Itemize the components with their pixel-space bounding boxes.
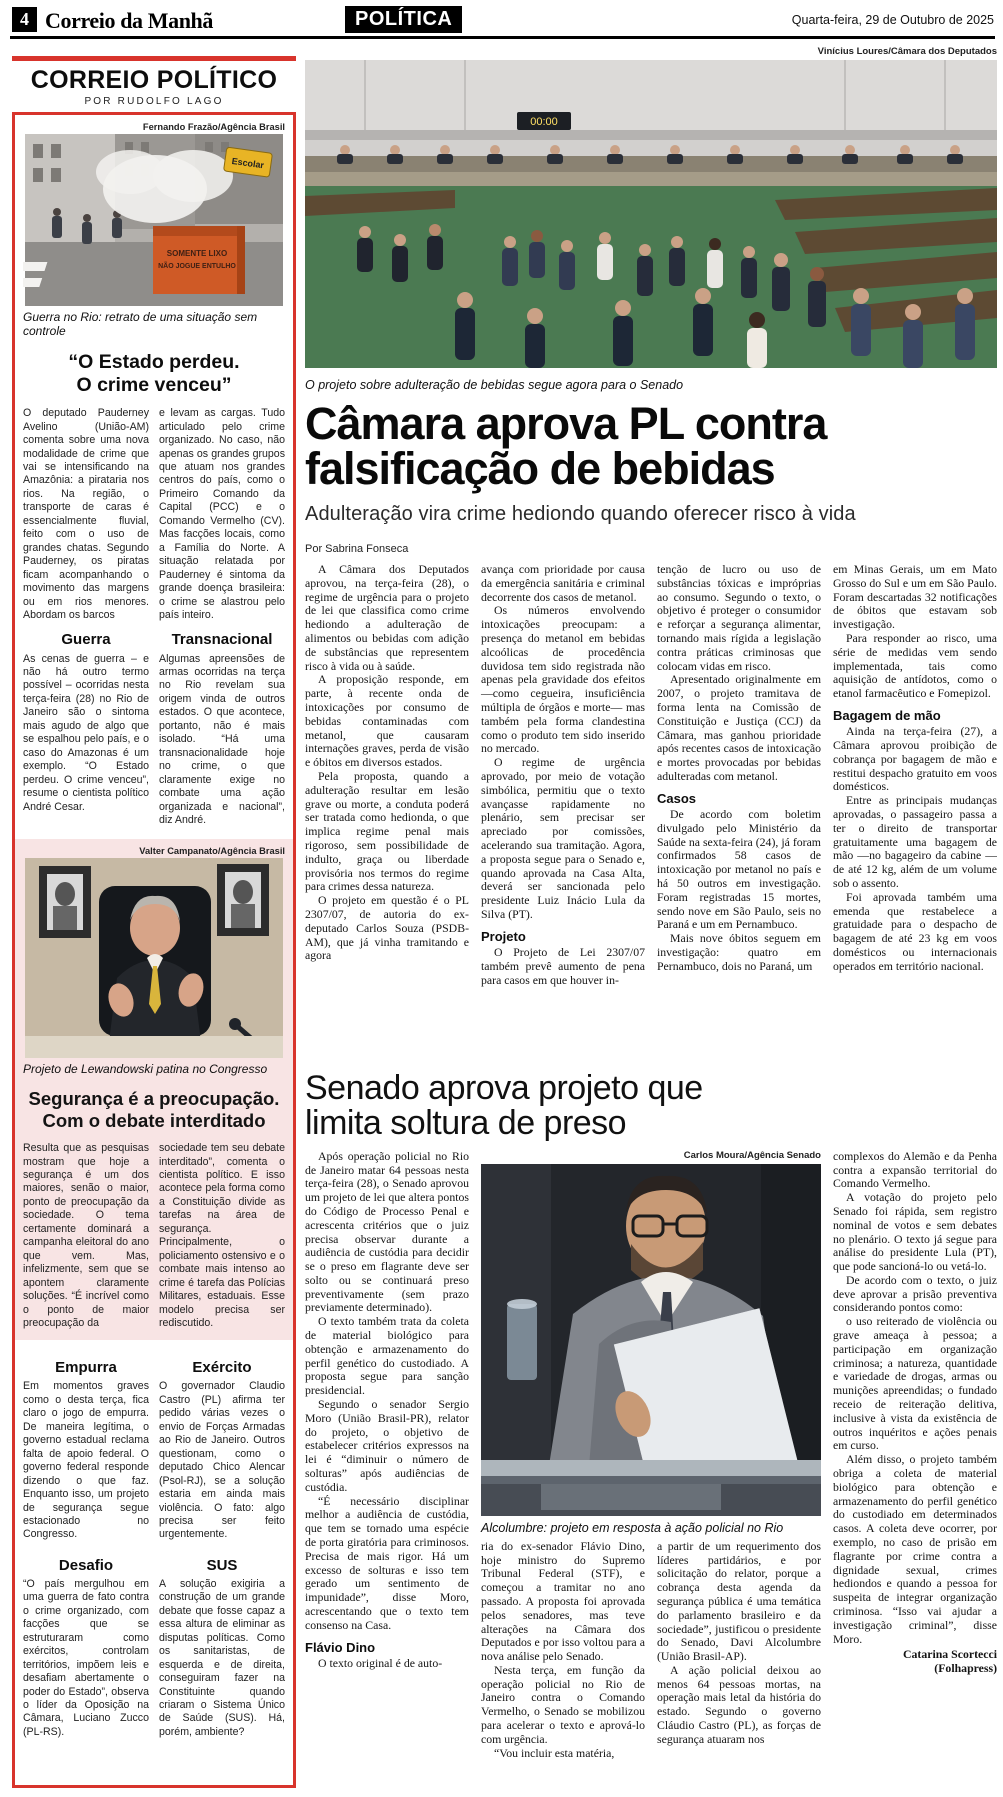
paragraph: “É necessário disciplinar melhor a audiência de custódia, que tem se tornado uma espécie de porta giratória para criminosos. Precisa de mais rigor. Há um excesso de solturas e isso tem gerado um sentimento de impunidade”, disse Moro, acrescentando que o texto tem consenso na Casa. [305,1493,469,1632]
page-number: 4 [12,7,37,32]
article-column-2 [481,1540,645,1761]
photo-caption: O projeto sobre adulteração de bebidas segue agora para o Senado [305,378,684,392]
column-title: CORREIO POLÍTICO [30,66,278,94]
subsection-heading-flavio-dino: Flávio Dino [305,1639,376,1655]
paragraph: Apresentado originalmente em 2007, o projeto tramitava de forma lenta na Comissão de Constituição e Justiça (CCJ) da Câmara, mas ganhou prioridade após recentes casos de intoxicação e mortes provocadas por bebidas adulteradas com metanol. [657,672,821,783]
section-heading-guerra: Guerra [61,631,111,649]
session-timer [517,112,571,130]
photo-credit: Vinícius Loures/Câmara dos Deputados [817,46,997,57]
paragraph: O deputado Pauderney Avelino (União-AM) comenta sobre uma nova modalidade de crime que vai se intensificando na Amazônia: a pirataria nos rios. Na região, o transporte de caras é essencialmente fluvial, feito com o uso de grandes chatas. Segundo Pauderney, os piratas ficam acompanhando o movimento das margens ou em rios menores. Abordam os barcos [23,407,149,622]
paragraph: Segundo o senador Sergio Moro (União Brasil-PR), relator do projeto, o objetivo de estabelecer critérios expressos na lei é “diminuir o número de solturas” após audiências de custódia. [305,1397,469,1494]
section-heading-transnacional: Transnacional [171,631,273,649]
section-heading-desafio: Desafio [58,1556,114,1574]
paragraph: Entre as principais mudanças aprovadas, o passageiro passa a ter o direito de transportar gratuitamente uma bagagem de mão —no bagageiro da cabine —de até 12 kg, além de um volume sob o assento. [833,793,997,890]
article-column-4 [833,1150,997,1797]
main-headline: Câmara aprova PL contra falsificação de bebidas [305,398,827,494]
paragraph: A votação do projeto pelo Senado foi rápida, sem registro nominal de votos e sem debates no plenário. O texto já segue para análise do presidente Lula (PT), que pode sancioná-lo ou vetá-lo. [833,1190,997,1274]
paragraph: As cenas de guerra – e não há outro termo possível – ocorridas nesta terça-feira (28) no Rio de Janeiro são o sintoma mais agudo de algo que se espalhou pelo país, e o caso do Amazonas é um exemplo. “O Estado perdeu. O crime venceu”, resume o cientista político André Cesar. [23,652,149,813]
red-border-box [12,112,296,1788]
paragraph: a partir de um requerimento dos líderes partidários, e por solicitação do relator, porque a cobrança desta agenda da segurança pública é uma temática do parlamento brasileiro e da sociedade”, justificou o presidente do Senado, Davi Alcolumbre (União Brasil-AP). [657,1538,821,1664]
paragraph: De acordo com boletim divulgado pelo Ministério da Saúde na sexta-feira (24), já foram confirmados 58 casos de intoxicação por metanol no país e há 50 outros em investigação. Foram registradas 15 mortes, sendo nove em São Paulo, seis no Paraná e um em Pernambuco. [657,806,821,932]
paragraph: O texto também trata da coleta de material biológico para obtenção e armazenamento do perfil genético do custodiado. A proposta segue para sanção presidencial. [305,1314,469,1398]
paragraph: A Câmara dos Deputados aprovou, na terça-feira (28), o regime de urgência para o projeto de lei que classifica como crime hediondo a adulteração de alimentos ou bebidas com adição de substâncias que representem risco à vida ou à saúde. [305,563,469,673]
paragraph: tenção de lucro ou uso de substâncias tóxicas e impróprias ao consumo. Segundo o texto, o objetivo é proteger o consumidor e reforçar a segurança alimentar, tornando mais rígida a legislação contra práticas criminosas que colocam vidas em risco. [657,563,821,673]
paragraph: Resulta que as pesquisas mostram que hoje a segurança é um dos maiores, senão o maior, ponto de preocupação da sociedade. O tema certamente dominará a campanha eleitoral do ano que vem. Mas, infelizmente, sem que se apontem claramente soluções. “É incrível como o ponto de maior preocupação da [23,1142,149,1329]
article-column-3 [657,1540,821,1761]
senado-article-body [305,1150,997,1797]
paragraph: O governador Claudio Castro (PL) afirma ter pedido várias vezes o envio de Forças Armadas ao Rio de Janeiro. Outros questionam, como o deputado Chico Alencar (Psol-RJ), se a solução estaria em ainda mais violência. O fato: algo precisa ser feito urgentemente. [159,1380,285,1541]
paragraph: Ainda na terça-feira (27), a Câmara aprovou proibição de cobrança por bagagem de mão e restitui despacho gratuito em voos domésticos. [833,724,997,794]
paragraph: ria do ex-senador Flávio Dino, hoje ministro do Supremo Tribunal Federal (STF), e começou a tramitar no ano passado. A proposta foi aprovada pelos senadores, mas teve alterações na Câmara dos Deputados e por isso voltou para a nova análise pelo Senado. [481,1538,645,1664]
correio-politico-column [12,56,296,1788]
paragraph: avança com prioridade por causa da emergência sanitária e criminal decorrente dos casos de metanol. [481,563,645,604]
senado-middle [481,1150,821,1797]
svg-text:NÃO JOGUE ENTULHO: NÃO JOGUE ENTULHO [158,263,236,270]
camara-plenary-photo [305,60,997,368]
paragraph: O texto original é de auto- [318,1655,443,1670]
sections-row-2 [23,1548,285,1739]
paragraph: Pela proposta, quando a adulteração resultar em lesão grave ou morte, a conduta poderá ser tratada como hedionda, o que implica regime penal mais rigoroso, sem possibilidade de indulto, graça ou liberdade provisória nos termos do regime para crimes dessa natureza. [305,768,469,894]
water-glass [507,1299,537,1380]
section-heading-exercito: Exército [192,1359,252,1377]
orange-dumpster [153,226,245,294]
pink-headline: Segurança é a preocupação. Com o debate interditado [28,1088,280,1132]
paragraph: A proposição responde, em parte, à recente onda de intoxicações por consumo de bebidas contaminadas com metanol, que causaram internações graves, perda de visão e óbitos em diversos estados. [305,672,469,770]
senado-headline: Senado aprova projeto que limita soltura de preso [305,1069,703,1143]
column-byline: POR RUDOLFO LAGO [84,96,224,107]
paragraph: De acordo com o texto, o juiz deve aprovar a prisão preventiva considerando pontos como: [833,1272,997,1315]
photo-credit: Fernando Frazão/Agência Brasil [142,122,285,132]
section-heading-empurra: Empurra [55,1359,117,1377]
paragraph: Além disso, o projeto também obriga a coleta de material biológico para obtenção e armazenamento do perfil genético do custodiado em determinados casos. A coleta deve ocorrer, por exemplo, no caso de prisão em flagrante por crime contra a dignidade sexual, crimes hediondos e quando a pessoa for suspeita de integrar organização criminosa. “Isso vai ajudar a investigação criminal”, disse Moro. [833,1452,997,1646]
alcolumbre-photo [481,1164,821,1516]
paragraph: O projeto em questão é o PL 2307/07, de autoria do ex-deputado Carlos Souza (PSDB-AM), que já vinha tramitando e agora [305,893,469,963]
paragraph: Algumas apreensões de armas ocorridas na terça no Rio revelam sua origem vinda de outros estados. O que acontece, portanto, não é mais isolado. “Há uma transnacionalidade hoje no crime, o que claramente exige no combate uma ação organizada e nacional”, diz André. [159,652,285,826]
photo-caption: Projeto de Lewandowski patina no Congresso [23,1062,268,1077]
header-rule [10,36,995,39]
subsection-heading-bagagem: Bagagem de mão [833,707,941,723]
rio-street-photo [23,134,285,306]
paragraph: A ação policial deixou ao menos 64 pessoas mortas, na operação mais letal da história do estado. Segundo o governo Cláudio Castro (PL), as forças de segurança atuaram nos [657,1662,821,1746]
article-column-3 [657,563,821,1061]
svg-text:SOMENTE LIXO: SOMENTE LIXO [166,249,228,258]
article-column-1 [305,563,469,1061]
bebidas-article-body [305,563,997,1061]
article-column-1 [305,1150,469,1797]
column-text-block [23,407,285,827]
photo-credit: Carlos Moura/Agência Senado [683,1149,821,1161]
column-headline: “O Estado perdeu. O crime venceu” [68,351,240,396]
main-subhead: Adulteração vira crime hediondo quando oferecer risco à vida [305,503,856,525]
photo-caption: Alcolumbre: projeto em resposta à ação policial no Rio [481,1520,784,1535]
dais-desk [305,172,997,186]
main-area [305,46,997,1797]
photo-caption: Guerra no Rio: retrato de uma situação sem controle [23,310,258,338]
lewandowski-photo [23,858,285,1058]
paragraph: Após operação policial no Rio de Janeiro matar 64 pessoas nesta terça-feira (28), o Senado aprovou um projeto de lei que altera pontos do Código de Processo Penal e acrescenta critérios que o juiz precisa observar durante a audiência de custódia para decidir se o preso em flagrante deve ser solto ou se continuará preso preventivamente (sem prazo previamente determinado). [305,1149,469,1315]
pink-text-block [23,1142,285,1330]
paragraph: Para responder ao risco, uma série de medidas vem sendo implementada, tais como aquisição de antídotos, como o etanol farmacêutico e Fomepizol. [833,630,997,701]
photo-credit: Valter Campanato/Agência Brasil [139,846,285,857]
glass-table [481,1460,821,1516]
subsection-heading-projeto: Projeto [481,928,526,944]
subsection-heading-casos: Casos [657,790,697,806]
paragraph: sociedade tem seu debate interditado”, comenta o cientista político. E isso acontece pela forma como a Constituição divide as tarefas na área de segurança. Principalmente, o policiamento ostensivo e o combate mais intenso ao crime é tarefa das Polícias Militares, estaduais. Esse modelo precisa ser rediscutido. [159,1142,285,1329]
paragraph: Em momentos graves como o desta terça, fica claro o jogo de empurra. De maneira legítima, o governo estadual reclama falta de apoio federal. O governo federal responde dizendo o que faz. Enquanto isso, um projeto de segurança segue estacionado no Congresso. [23,1380,149,1541]
sections-row-1 [23,1350,285,1541]
senado-middle-columns [481,1540,821,1761]
svg-text:Escolar: Escolar [231,155,265,171]
paragraph: O Projeto de Lei 2307/07 também prevê aumento de pena para casos em que houver in- [481,944,645,987]
svg-text:00:00: 00:00 [530,116,558,128]
section-heading-sus: SUS [206,1556,238,1574]
paragraph: Foi aprovada também uma emenda que restabelece a gratuidade para o despacho de bagagem de até 23 kg em voos domésticos ou internacionais operados em território nacional. [833,889,997,973]
red-rule [12,56,296,61]
section-label: POLÍTICA [345,6,462,33]
article-signature: Catarina Scortecci (Folhapress) [902,1647,997,1676]
paragraph: “Vou incluir esta matéria, [494,1745,615,1760]
article-byline: Por Sabrina Fonseca [305,543,409,555]
paragraph: e levam as cargas. Tudo articulado pelo crime organizado. No caso, não apenas os grandes grupos que atuam nos grandes centros do país, como o Primeiro Comando da Capital (PCC) e o Comando Vermelho (CV). Mas facções locais, como a Família do Norte. A situação relatada por Pauderney é sintoma da grande doença brasileira: o crime se alastrou pelo país inteiro. [159,407,285,622]
paragraph: em Minas Gerais, um em Mato Grosso do Sul e um em São Paulo. Foram descartadas 32 notificações de óbitos que estavam sob investigação. [833,563,997,632]
paragraph: A solução exigiria a construção de um grande debate que fosse capaz a essa altura de eliminar as disputas políticas. Como os sanitaristas, de esquerda e de direita, conseguiram fazer na Constituinte quando criaram o Sistema Único de Saúde (SUS). Há, porém, ambiente? [159,1577,285,1738]
paragraph: o uso reiterado de violência ou grave ameaça à pessoa; a participação em organização criminosa; a natureza, quantidade e variedade de drogas, armas ou munições apreendidas; o fundado receio de reiteração delitiva, inclusive à vista da existência de outros inquéritos e ações penais em curso. [833,1314,997,1453]
paragraph: complexos do Alemão e da Penha contra a expansão territorial do Comando Vermelho. [833,1149,997,1191]
article-column-4 [833,563,997,1061]
masthead: Correio da Manhã [45,8,213,33]
paragraph: Mais nove óbitos seguem em investigação: quatro em Pernambuco, dois no Paraná, um [657,931,821,973]
paragraph: O regime de urgência aprovado, por meio de votação simbólica, permitiu que o texto avançasse rapidamente no plenário, sem precisar ser apreciado por comissões, acelerando sua tramitação. Agora, a proposta segue para o Senado e, quando aprovada na Casa Alta, deverá ser sancionada pelo presidente Luiz Inácio Lula da Silva (PT). [481,755,645,921]
paragraph: Os números envolvendo intoxicações preocupam: a presença do metanol em bebidas alcoólicas de procedência duvidosa tem sido registrada não apenas pela gravidade dos efeitos —como cegueira, insuficiência múltipla de órgãos e morte— mas também pela forma clandestina como o produto tem sido inserido no mercado. [481,603,645,756]
paragraph: Nesta terça, em função da operação policial no Rio de Janeiro contra o Comando Vermelho, o Senado se mobilizou para acelerar o texto e aprová-lo com urgência. [481,1662,645,1746]
edition-date: Quarta-feira, 29 de Outubro de 2025 [791,13,994,27]
article-column-2 [481,563,645,1061]
paragraph: “O país mergulhou em uma guerra de fato contra o crime organizado, com facções que se estruturaram como exércitos, controlam territórios, impõem leis e desafiam abertamente o poder do Estado”, observa o líder da Oposição na Câmara, Luciano Zucco (PL-RS). [23,1577,149,1738]
pink-block [15,839,293,1340]
